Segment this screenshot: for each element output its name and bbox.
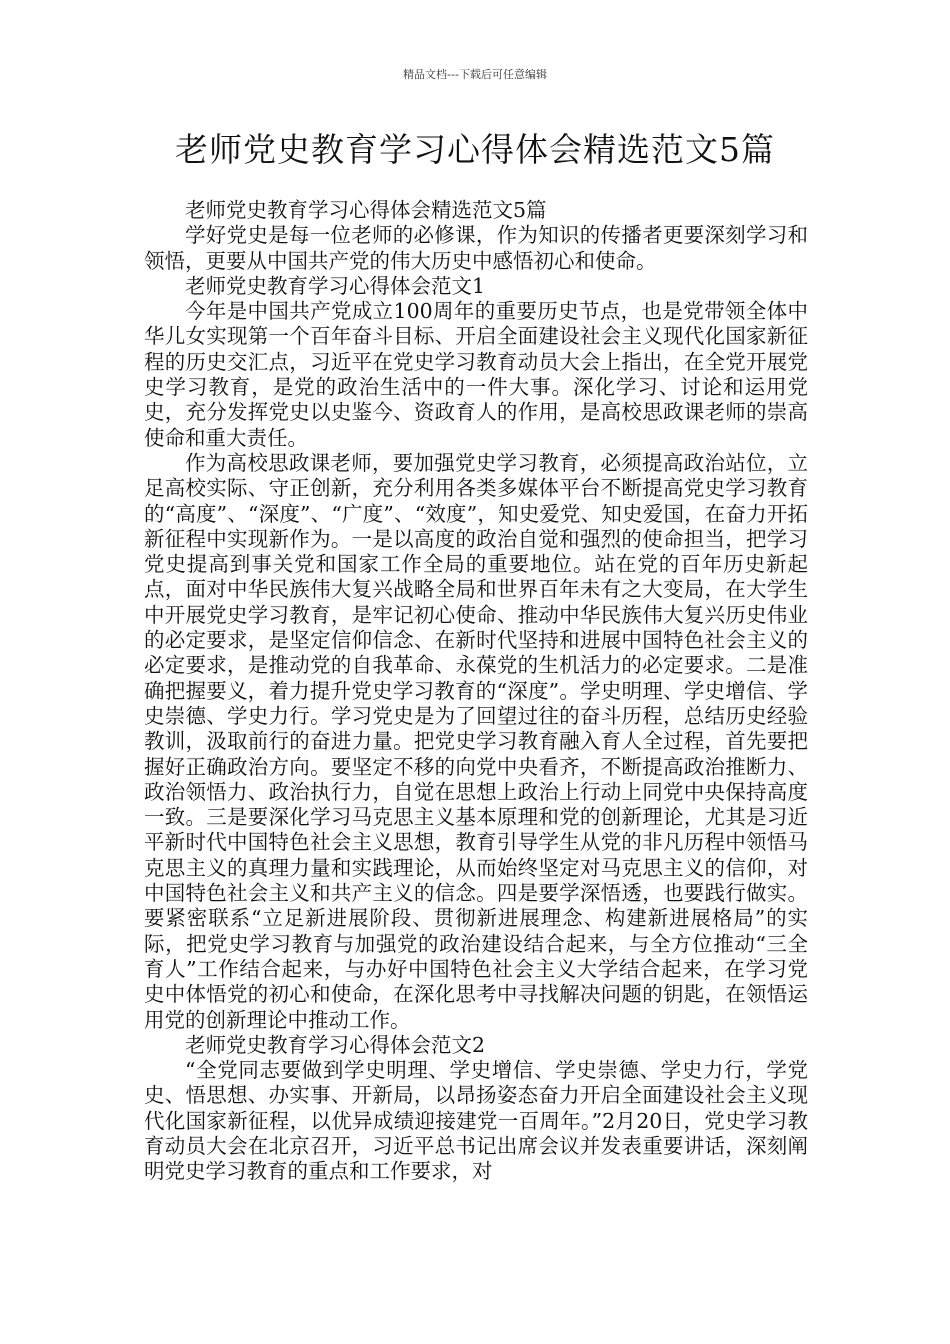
paragraph: 老师党史教育学习心得体会精选范文5篇	[185, 198, 547, 222]
document-body	[144, 198, 808, 1185]
page-header-note: 精品文档---下载后可任意编辑	[403, 68, 547, 81]
document-title: 老师党史教育学习心得体会精选范文5篇	[175, 130, 775, 169]
section-heading: 老师党史教育学习心得体会范文2	[185, 1032, 486, 1057]
paragraph: 作为高校思政课老师，要加强党史学习教育，必须提高政治站位，立足高校实际、守正创新，充分利用各类多媒体平台不断提高党史学习教育的“高度”、“深度”、“广度”、“效度”，知史爱党、知史爱国，在奋力开拓新征程中实现新作为。一是以高度的政治自觉和强烈的使命担当，把学习党史提高到事关党和国家工作全局的重要地位。站在党的百年历史新起点，面对中华民族伟大复兴战略全局和世界百年未有之大变局，在大学生中开展党史学习教育，是牢记初心使命、推动中华民族伟大复兴历史伟业的必定要求，是坚定信仰信念、在新时代坚持和进展中国特色社会主义的必定要求，是推动党的自我革命、永葆党的生机活力的必定要求。二是准确把握要义，着力提升党史学习教育的“深度”。学史明理、学史增信、学史崇德、学史力行。学习党史是为了回望过往的奋斗历程，总结历史经验教训，汲取前行的奋进力量。把党史学习教育融入育人全过程，首先要把握好正确政治方向。要坚定不移的向党中央看齐，不断提高政治推断力、政治领悟力、政治执行力，自觉在思想上政治上行动上同党中央保持高度一致。三是要深化学习马克思主义基本原理和党的创新理论，尤其是习近平新时代中国特色社会主义思想，教育引导学生从党的非凡历程中领悟马克思主义的真理力量和实践理论，从而始终坚定对马克思主义的信仰，对中国特色社会主义和共产主义的信念。四是要学深悟透，也要践行做实。要紧密联系“立足新进展阶段、贯彻新进展理念、构建新进展格局”的实际，把党史学习教育与加强党的政治建设结合起来，与全方位推动“三全育人”工作结合起来，与办好中国特色社会主义大学结合起来，在学习党史中体悟党的初心和使命，在深化思考中寻找解决问题的钥匙，在领悟运用党的创新理论中推动工作。	[144, 450, 808, 1032]
section-heading: 老师党史教育学习心得体会范文1	[185, 273, 486, 298]
paragraph: 今年是中国共产党成立100周年的重要历史节点，也是党带领全体中华儿女实现第一个百年奋斗目标、开启全面建设社会主义现代化国家新征程的历史交汇点，习近平在党史学习教育动员大会上指出，在全党开展党史学习教育，是党的政治生活中的一件大事。深化学习、讨论和运用党史，充分发挥党史以史鉴今、资政育人的作用，是高校思政课老师的崇高使命和重大责任。	[144, 299, 808, 450]
paragraph: 学好党史是每一位老师的必修课，作为知识的传播者更要深刻学习和领悟，更要从中国共产党的伟大历史中感悟初心和使命。	[144, 223, 808, 273]
paragraph: “全党同志要做到学史明理、学史增信、学史崇德、学史力行，学党史、悟思想、办实事、开新局，以昂扬姿态奋力开启全面建设社会主义现代化国家新征程，以优异成绩迎接建党一百周年。”2月20日，党史学习教育动员大会在北京召开，习近平总书记出席会议并发表重要讲话，深刻阐明党史学习教育的重点和工作要求，对	[144, 1058, 808, 1184]
